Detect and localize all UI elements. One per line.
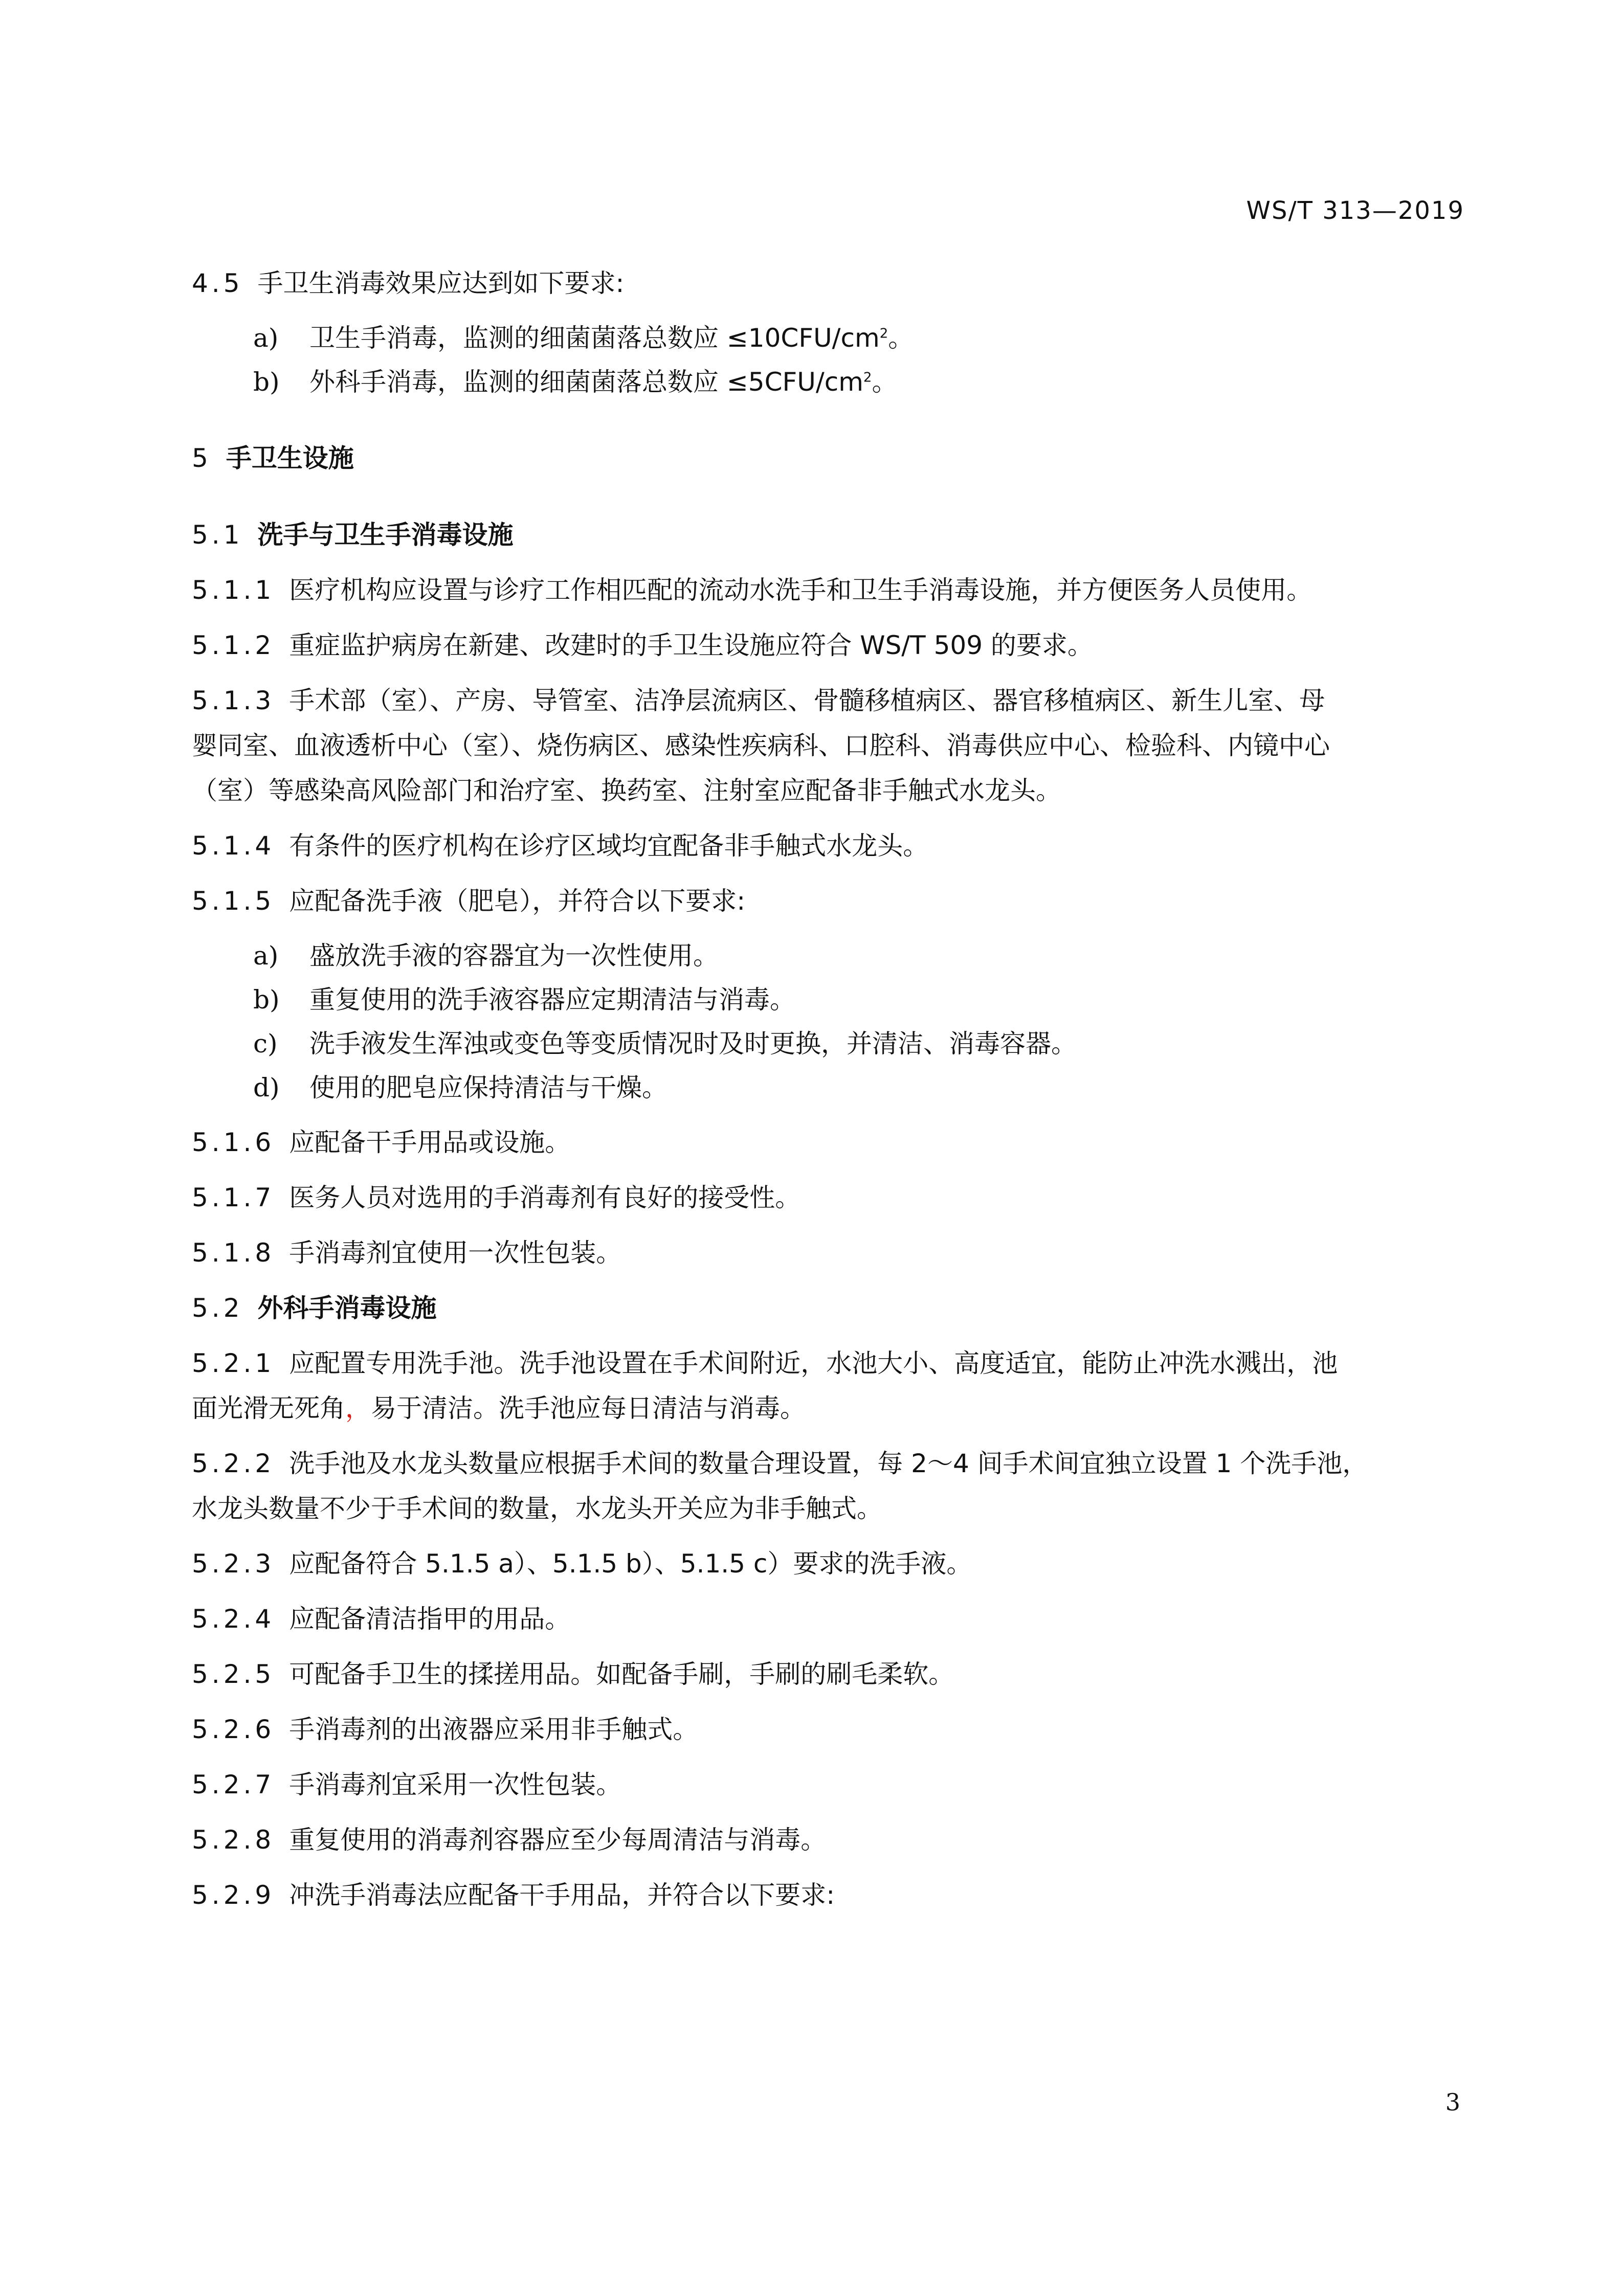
clause-text: 重复使用的消毒剂容器应至少每周清洁与消毒。 — [289, 1825, 827, 1855]
clause-5-1-7 — [192, 1175, 1465, 1220]
clause-text: 手消毒剂的出液器应采用非手触式。 — [289, 1715, 699, 1744]
clause-5-1-1 — [192, 568, 1465, 613]
clause-5-1-5 — [192, 879, 1465, 924]
list-item-4-5-a — [192, 316, 1465, 360]
list-label: b) — [253, 985, 280, 1015]
list-label: b) — [253, 367, 280, 397]
list-label: a) — [253, 941, 279, 971]
section-number: 5 — [192, 443, 212, 473]
clause-text-line-1: 洗手池及水龙头数量应根据手术间的数量合理设置，每 2～4 间手术间宜独立设置 1 个洗手池， — [289, 1449, 1368, 1478]
clause-text-line-2: 水龙头数量不少于手术间的数量，水龙头开关应为非手触式。 — [192, 1494, 882, 1523]
clause-5-2-7 — [192, 1762, 1465, 1807]
clause-number: 5.2.1 — [192, 1348, 275, 1378]
clause-text: 应配备洗手液（肥皂），并符合以下要求: — [289, 886, 746, 916]
clause-number: 5.1.1 — [192, 575, 275, 605]
clause-number: 5.2.8 — [192, 1825, 275, 1855]
clause-5-1-8 — [192, 1230, 1465, 1275]
list-text: 洗手液发生浑浊或变色等变质情况时及时更换，并清洁、消毒容器。 — [309, 1029, 1077, 1059]
clause-number: 4.5 — [192, 268, 243, 298]
page-number: 3 — [1445, 2088, 1460, 2116]
superscript: 2 — [863, 370, 872, 386]
list-label: a) — [253, 323, 279, 353]
section-title: 洗手与卫生手消毒设施 — [257, 520, 514, 550]
list-text: 盛放洗手液的容器宜为一次性使用。 — [309, 941, 719, 971]
clause-number: 5.2.6 — [192, 1715, 275, 1744]
clause-text: 冲洗手消毒法应配备干手用品，并符合以下要求: — [289, 1880, 835, 1910]
clause-text: 可配备手卫生的揉搓用品。如配备手刷，手刷的刷毛柔软。 — [289, 1659, 954, 1689]
section-title: 手卫生设施 — [226, 443, 354, 473]
section-title: 外科手消毒设施 — [257, 1293, 437, 1323]
clause-number: 5.1.8 — [192, 1238, 275, 1268]
clause-4-5 — [192, 261, 1465, 306]
clause-text: 重症监护病房在新建、改建时的手卫生设施应符合 WS/T 509 的要求。 — [289, 631, 1093, 660]
clause-number: 5.2.4 — [192, 1604, 275, 1634]
red-comma: ， — [345, 1393, 371, 1423]
clause-text: 医务人员对选用的手消毒剂有良好的接受性。 — [289, 1183, 801, 1212]
section-5-heading — [192, 436, 1465, 481]
clause-number: 5.2.3 — [192, 1549, 275, 1579]
clause-number: 5.2.7 — [192, 1770, 275, 1799]
section-number: 5.1 — [192, 520, 243, 550]
clause-5-2-1 — [192, 1341, 1465, 1431]
clause-number: 5.2.2 — [192, 1449, 275, 1478]
list-text: 外科手消毒，监测的细菌菌落总数应 ≤5CFU/cm — [309, 367, 863, 397]
clause-text: 有条件的医疗机构在诊疗区域均宜配备非手触式水龙头。 — [289, 831, 929, 861]
list-item-4-5-b — [192, 360, 1465, 404]
clause-5-2-3 — [192, 1541, 1465, 1586]
list-item-5-1-5-b — [192, 978, 1465, 1022]
section-number: 5.2 — [192, 1293, 243, 1323]
list-item-5-1-5-a — [192, 934, 1465, 978]
clause-number: 5.1.2 — [192, 631, 275, 660]
list-text: 卫生手消毒，监测的细菌菌落总数应 ≤10CFU/cm — [309, 323, 880, 353]
clause-text: 手消毒剂宜采用一次性包装。 — [289, 1770, 622, 1799]
document-body — [192, 261, 1465, 1918]
clause-number: 5.1.5 — [192, 886, 275, 916]
clause-text-line-2: 婴同室、血液透析中心（室）、烧伤病区、感染性疾病科、口腔科、消毒供应中心、检验科、内镜中心 — [192, 731, 1330, 760]
superscript: 2 — [879, 326, 888, 342]
clause-text: 医疗机构应设置与诊疗工作相匹配的流动水洗手和卫生手消毒设施，并方便医务人员使用。 — [289, 575, 1312, 605]
list-label: c) — [253, 1029, 278, 1059]
clause-text: 应配备符合 5.1.5 a）、5.1.5 b）、5.1.5 c）要求的洗手液。 — [289, 1549, 972, 1579]
clause-5-2-8 — [192, 1817, 1465, 1862]
clause-text-line-3: （室）等感染高风险部门和治疗室、换药室、注射室应配备非手触式水龙头。 — [192, 776, 1061, 805]
clause-number: 5.1.3 — [192, 686, 275, 715]
list-label: d) — [253, 1073, 280, 1102]
clause-5-2-4 — [192, 1596, 1465, 1641]
section-5-1-heading — [192, 512, 1465, 557]
clause-text-line-1: 手术部（室）、产房、导管室、洁净层流病区、骨髓移植病区、器官移植病区、新生儿室、母 — [289, 686, 1325, 715]
clause-number: 5.1.7 — [192, 1183, 275, 1212]
clause-5-2-6 — [192, 1707, 1465, 1752]
clause-text: 手卫生消毒效果应达到如下要求: — [257, 268, 625, 298]
clause-5-1-3 — [192, 678, 1465, 813]
clause-text-line-1: 应配置专用洗手池。洗手池设置在手术间附近，水池大小、高度适宜，能防止冲洗水溅出，池 — [289, 1348, 1338, 1378]
list-text: 使用的肥皂应保持清洁与干燥。 — [309, 1073, 668, 1102]
list-text-end: 。 — [872, 367, 898, 397]
clause-5-1-6 — [192, 1120, 1465, 1165]
clause-5-1-4 — [192, 823, 1465, 868]
section-5-2-heading — [192, 1286, 1465, 1331]
clause-text-line-2c: 易于清洁。洗手池应每日清洁与消毒。 — [371, 1393, 806, 1423]
list-text-end: 。 — [888, 323, 914, 353]
clause-5-2-5 — [192, 1652, 1465, 1697]
list-item-5-1-5-c — [192, 1022, 1465, 1066]
clause-number: 5.2.5 — [192, 1659, 275, 1689]
list-text: 重复使用的洗手液容器应定期清洁与消毒。 — [309, 985, 795, 1015]
list-item-5-1-5-d — [192, 1066, 1465, 1110]
clause-number: 5.2.9 — [192, 1880, 275, 1910]
standard-code-header: WS/T 313—2019 — [1246, 196, 1464, 225]
clause-text: 手消毒剂宜使用一次性包装。 — [289, 1238, 622, 1268]
clause-5-1-2 — [192, 623, 1465, 668]
clause-number: 5.1.4 — [192, 831, 275, 861]
clause-text-line-2a: 面光滑无死角 — [192, 1393, 345, 1423]
clause-5-2-9 — [192, 1873, 1465, 1918]
clause-text: 应配备干手用品或设施。 — [289, 1128, 571, 1157]
clause-number: 5.1.6 — [192, 1128, 275, 1157]
clause-5-2-2 — [192, 1441, 1465, 1531]
clause-text: 应配备清洁指甲的用品。 — [289, 1604, 571, 1634]
